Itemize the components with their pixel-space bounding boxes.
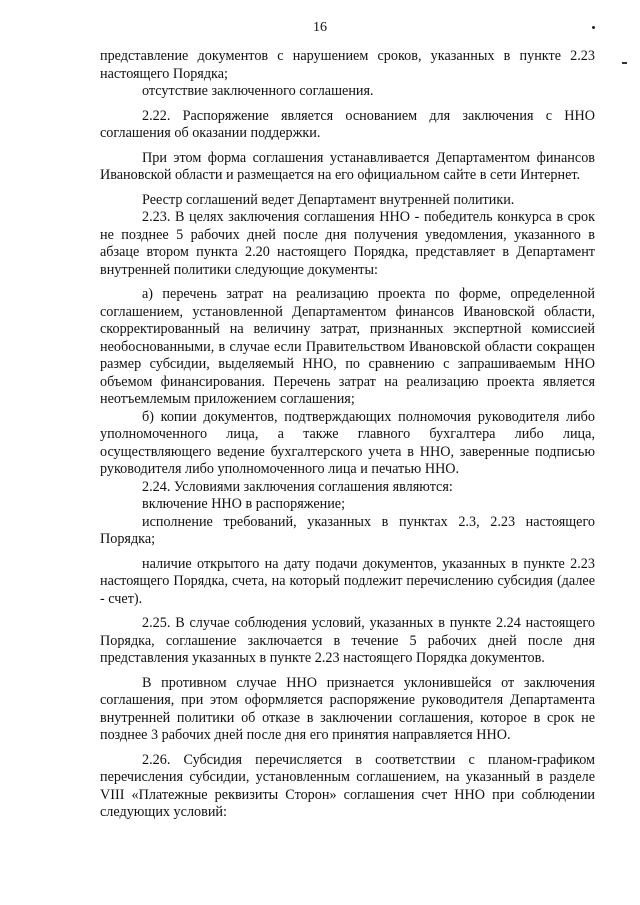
paragraph: б) копии документов, подтверждающих полномочия руководителя либо уполномоченного лица, а также главного бухгалтера либо лица, осуществляющего ведение бухгалтерского учета в ННО, заверенные подписью руководителя либо уполномоченного лица и печатью ННО. [100, 408, 595, 477]
paragraph: представление документов с нарушением сроков, указанных в пункте 2.23 настоящего Порядка; [100, 48, 595, 82]
paragraph: отсутствие заключенного соглашения. [142, 83, 374, 99]
scan-speck [622, 62, 627, 64]
document-body [100, 48, 595, 822]
page-number: 16 [313, 20, 327, 35]
paragraph: При этом форма соглашения устанавливается Департаментом финансов Ивановской области и размещается на его официальном сайте в сети Интернет. [100, 149, 595, 183]
paragraph: В противном случае ННО признается уклонившейся от заключения соглашения, при этом оформляется распоряжение руководителя Департамента внутренней политики об отказе в заключении соглашения, которое в срок не позднее 3 рабочих дней после дня его принятия направляется ННО. [100, 674, 595, 743]
paragraph: включение ННО в распоряжение; [142, 496, 346, 512]
scan-speck [592, 26, 595, 29]
paragraph: 2.24. Условиями заключения соглашения являются: [142, 478, 453, 495]
paragraph: 2.23. В целях заключения соглашения ННО - победитель конкурса в срок не позднее 5 рабочих дней после дня получения уведомления, указанного в абзаце втором пункта 2.20 настоящего Порядка, представляет в Департамент внутренней политики следующие документы: [100, 209, 595, 278]
paragraph: Реестр соглашений ведет Департамент внутренней политики. [142, 191, 515, 208]
paragraph: наличие открытого на дату подачи документов, указанных в пункте 2.23 настоящего Порядка, счета, на который подлежит перечислению субсидия (далее - счет). [100, 555, 595, 607]
paragraph: 2.26. Субсидия перечисляется в соответствии с планом-графиком перечисления субсидии, установленным соглашением, на указанный в разделе VIII «Платежные реквизиты Сторон» соглашения счет ННО при соблюдении следующих условий: [100, 751, 595, 820]
paragraph: а) перечень затрат на реализацию проекта по форме, определенной соглашением, установленной Департаментом финансов Ивановской области, скорректированный на величину затрат, признанных экспертной комиссией необоснованными, в случае если Правительством Ивановской области сокращен размер субсидии, выделяемый ННО, по сравнению с запрашиваемым ННО объемом финансирования. Перечень затрат на реализацию проекта является неотъемлемым приложением соглашения; [100, 286, 595, 407]
paragraph: 2.25. В случае соблюдения условий, указанных в пункте 2.24 настоящего Порядка, соглашение заключается в течение 5 рабочих дней после дня представления указанных в пункте 2.23 настоящего Порядка документов. [100, 615, 595, 666]
paragraph: исполнение требований, указанных в пунктах 2.3, 2.23 настоящего Порядка; [100, 513, 595, 547]
paragraph: 2.22. Распоряжение является основанием для заключения с ННО соглашения об оказании поддержки. [100, 107, 595, 141]
